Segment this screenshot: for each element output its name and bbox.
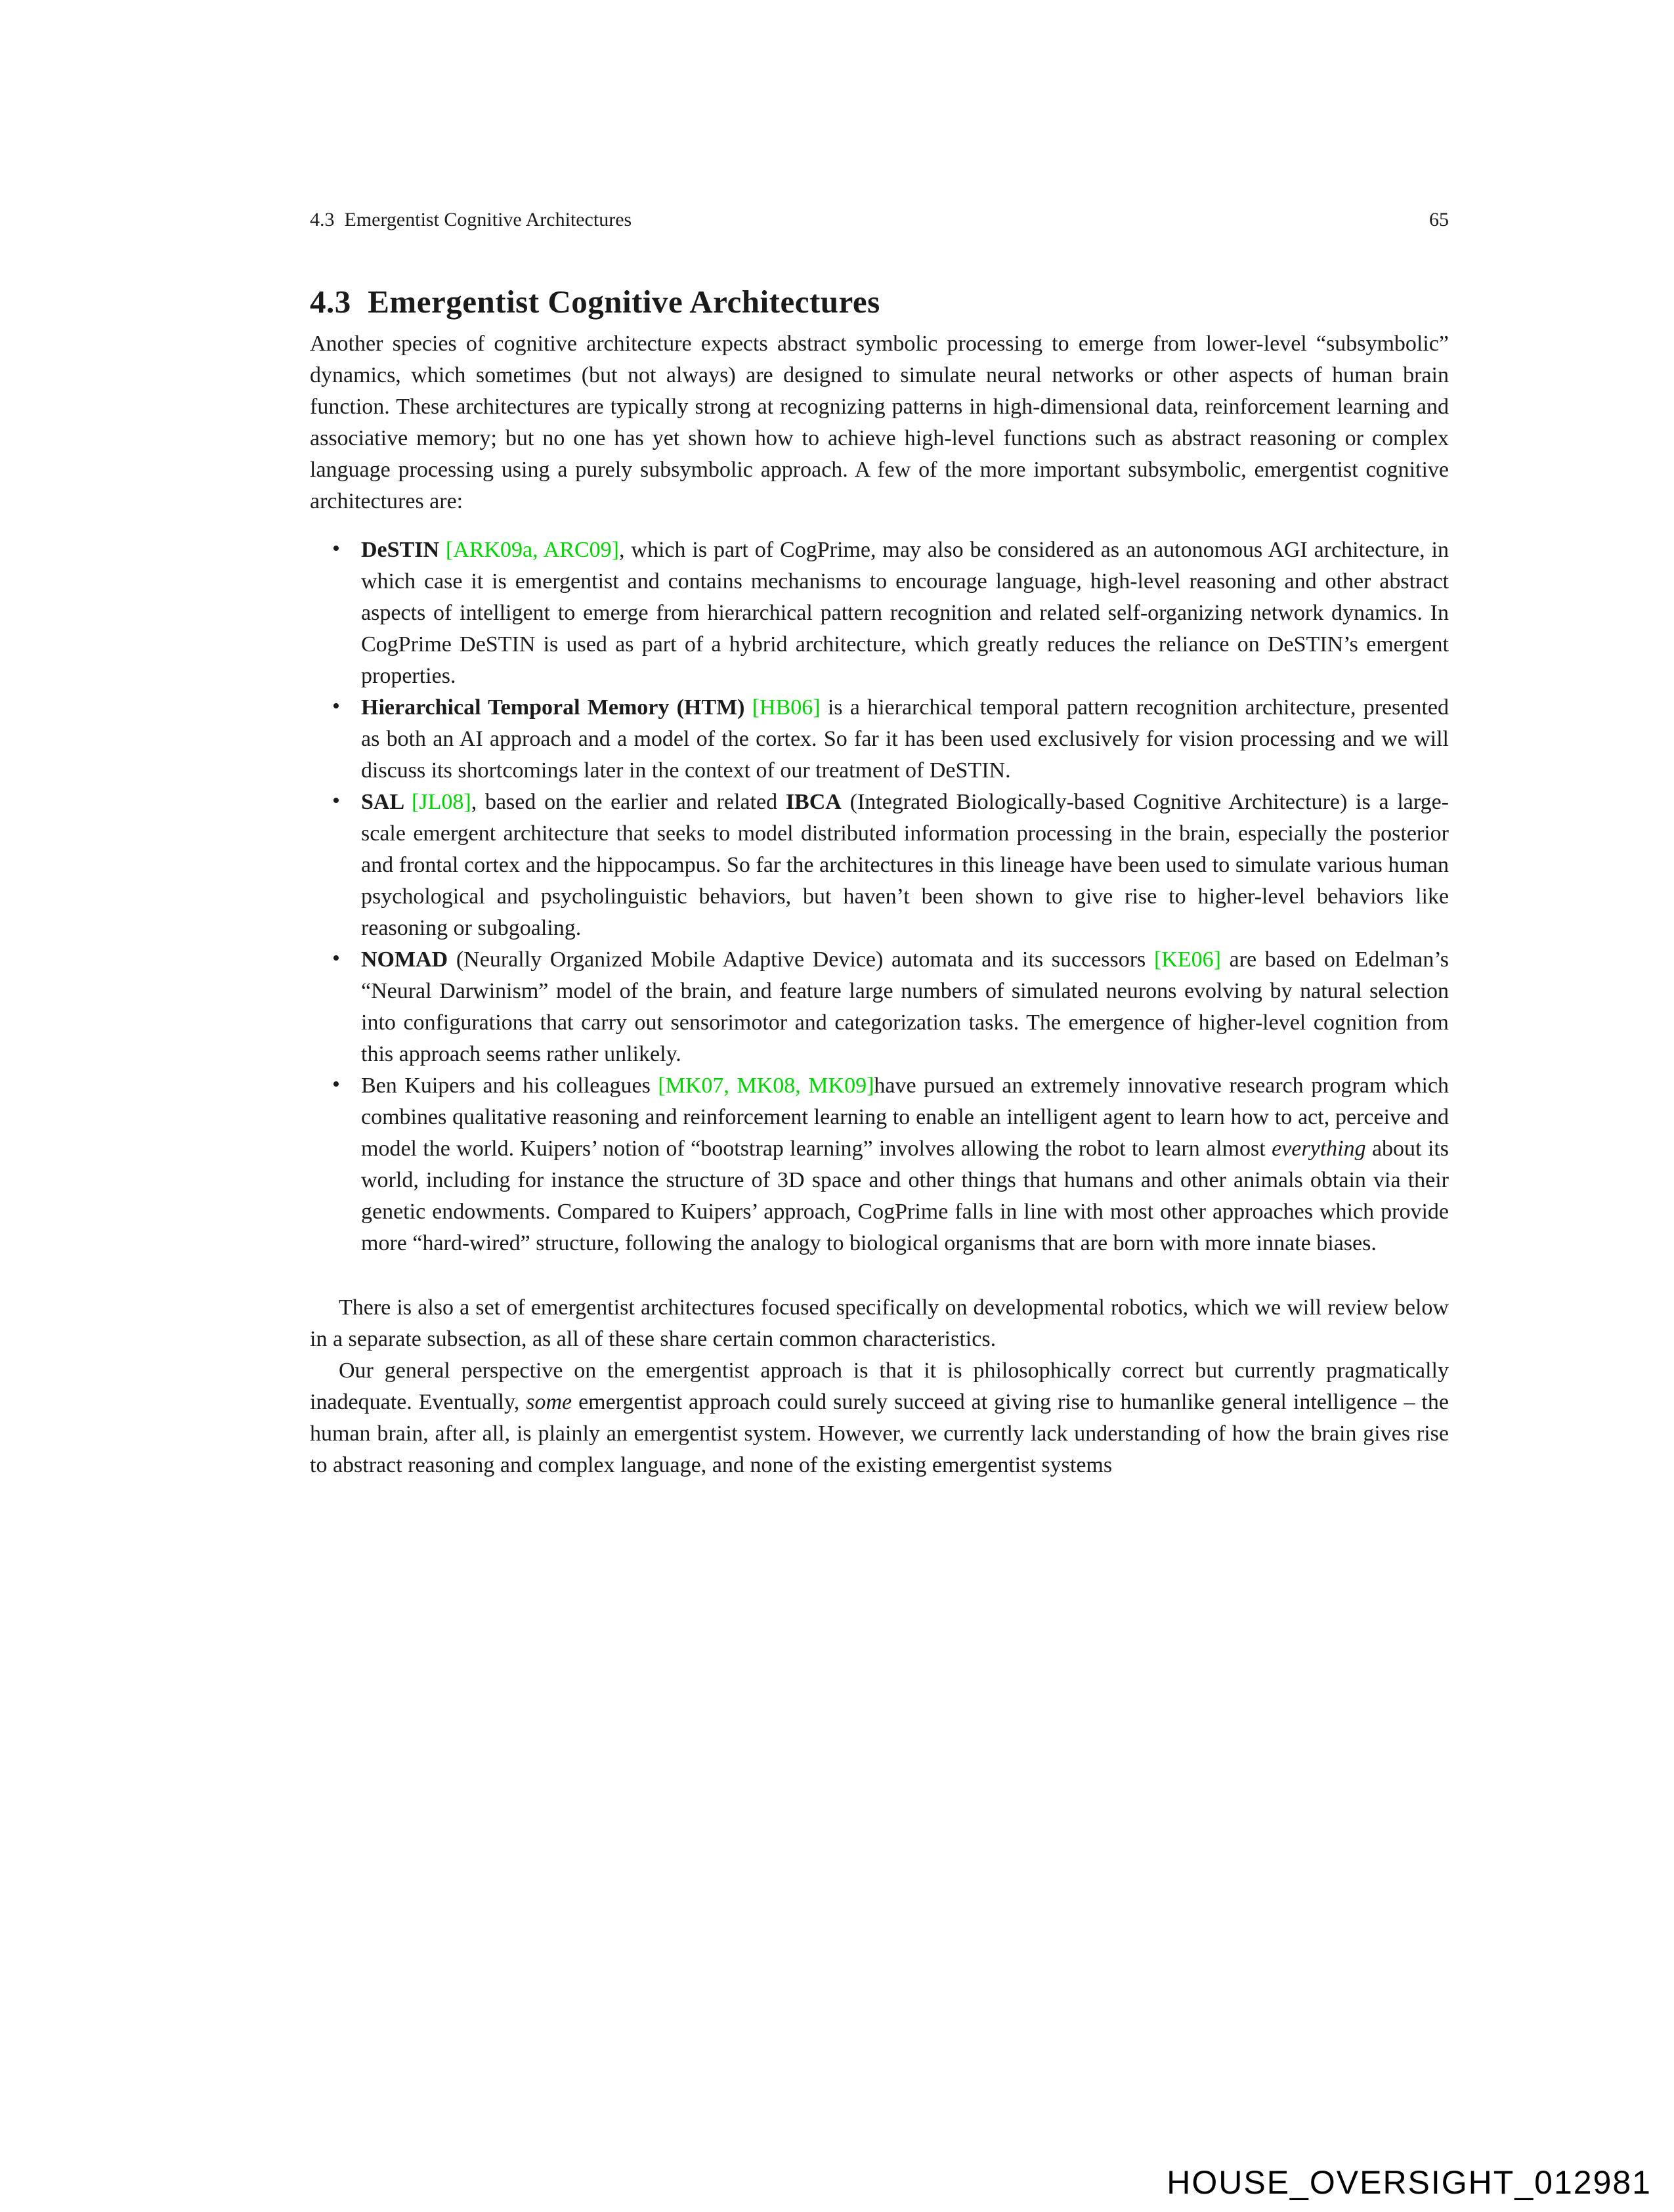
text-run: about its world, including for instance the structure of 3D space and other things that humans and other animals obtain via their genetic endowments. Compared to Kuipers’ approach, CogPrime falls in line with most other approaches which provide more “hard-wired” structure, following the analogy to biological organisms that are born with more innate biases. (361, 1137, 1449, 1255)
text-run: everything (1272, 1137, 1366, 1161)
text-run: Our general perspective on the emergentist approach is that it is philosophically correct but currently pragmatically inadequate. Eventually, (310, 1358, 1449, 1414)
citation-link[interactable]: [HB06] (752, 695, 821, 720)
body-text (310, 328, 1449, 1481)
text-run: Another species of cognitive architecture expects abstract symbolic processing to emerge from lower-level “subsymbolic” dynamics, which sometimes (but not always) are designed to simulate neural networks or other aspects of human brain function. These architectures are typically strong at recognizing patterns in high-dimensional data, reinforcement learning and associative memory; but no one has yet shown how to achieve high-level functions such as abstract reasoning or complex language processing using a purely subsymbolic approach. A few of the more important subsymbolic, emergentist cognitive architectures are: (310, 332, 1449, 513)
bullet-marker-icon: • (332, 694, 340, 718)
text-run: some (526, 1390, 572, 1414)
list-item (310, 944, 1449, 1070)
text-run: DeSTIN (361, 538, 446, 562)
list-item (310, 787, 1449, 944)
text-run: (Integrated Biologically-based Cognitive Architecture) is a large-scale emergent architecture that seeks to model distributed information processing in the brain, especially the posterior and frontal cortex and the hippocampus. So far the architectures in this lineage have been used to simulate various human psychological and psycholinguistic behaviors, but haven’t been shown to give rise to higher-level behaviors like reasoning or subgoaling. (361, 790, 1449, 940)
closing-paragraphs (310, 1292, 1449, 1481)
text-run: Ben Kuipers and his colleagues (361, 1073, 658, 1098)
list-item (310, 692, 1449, 787)
bullet-marker-icon: • (332, 789, 340, 813)
text-run: have pursued an extremely innovative research program which combines qualitative reasoning and reinforcement learning to enable an intelligent agent to learn how to act, perceive and model the world. Kuipers’ notion of “bootstrap learning” involves allowing the robot to learn almost (361, 1073, 1449, 1161)
running-header-section: 4.3 Emergentist Cognitive Architectures (310, 209, 632, 230)
citation-link[interactable]: [MK07, MK08, MK09] (658, 1073, 874, 1098)
section-title: 4.3 Emergentist Cognitive Architectures (310, 283, 880, 320)
text-run: are based on Edelman’s “Neural Darwinism” model of the brain, and feature large numbers of simulated neurons evolving by natural selection into configurations that carry out sensorimotor and categorization tasks. The emergence of higher-level cognition from this approach seems rather unlikely. (361, 947, 1449, 1066)
citation-link[interactable]: [ARK09a, ARC09] (445, 538, 619, 562)
list-item (310, 1070, 1449, 1259)
text-run: SAL (361, 790, 412, 814)
text-run: There is also a set of emergentist architectures focused specifically on developmental robotics, which we will review below in a separate subsection, as all of these share certain common characteristics. (310, 1295, 1449, 1351)
text-run: is a hierarchical temporal pattern recognition architecture, presented as both an AI approach and a model of the cortex. So far it has been used exclusively for vision processing and we will discuss its shortcomings later in the context of our treatment of DeSTIN. (361, 695, 1449, 783)
text-run: emergentist approach could surely succeed at giving rise to humanlike general intelligence – the human brain, after all, is plainly an emergentist system. However, we currently lack understanding of how the brain gives rise to abstract reasoning and complex language, and none of the existing emergentist systems (310, 1390, 1449, 1477)
running-header (310, 209, 1449, 231)
architecture-list (310, 534, 1449, 1259)
text-run: Hierarchical Temporal Memory (HTM) (361, 695, 752, 720)
text-run: , based on the earlier and related (471, 790, 786, 814)
closing-paragraph (310, 1355, 1449, 1481)
text-run: (Neurally Organized Mobile Adaptive Device) automata and its successors (448, 947, 1154, 972)
text-run: IBCA (785, 790, 842, 814)
list-item-text (361, 947, 1449, 1066)
list-item-text (361, 538, 1449, 688)
bullet-marker-icon: • (332, 536, 340, 561)
intro-paragraph (310, 328, 1449, 517)
closing-paragraph (310, 1292, 1449, 1355)
oversight-watermark: HOUSE_OVERSIGHT_012981 (1167, 2164, 1652, 2201)
list-item-text (361, 1073, 1449, 1255)
citation-link[interactable]: [KE06] (1153, 947, 1221, 972)
page-number: 65 (1429, 209, 1449, 230)
text-run: , which is part of CogPrime, may also be considered as an autonomous AGI architecture, in which case it is emergentist and contains mechanisms to encourage language, high-level reasoning and other abstract aspects of intelligent to emerge from hierarchical pattern recognition and related self-organizing network dynamics. In CogPrime DeSTIN is used as part of a hybrid architecture, which greatly reduces the reliance on DeSTIN’s emergent properties. (361, 538, 1449, 688)
list-item (310, 534, 1449, 692)
bullet-marker-icon: • (332, 1072, 340, 1096)
citation-link[interactable]: [JL08] (412, 790, 471, 814)
list-item-text (361, 790, 1449, 940)
list-item-text (361, 695, 1449, 783)
text-run: NOMAD (361, 947, 448, 972)
bullet-marker-icon: • (332, 946, 340, 970)
